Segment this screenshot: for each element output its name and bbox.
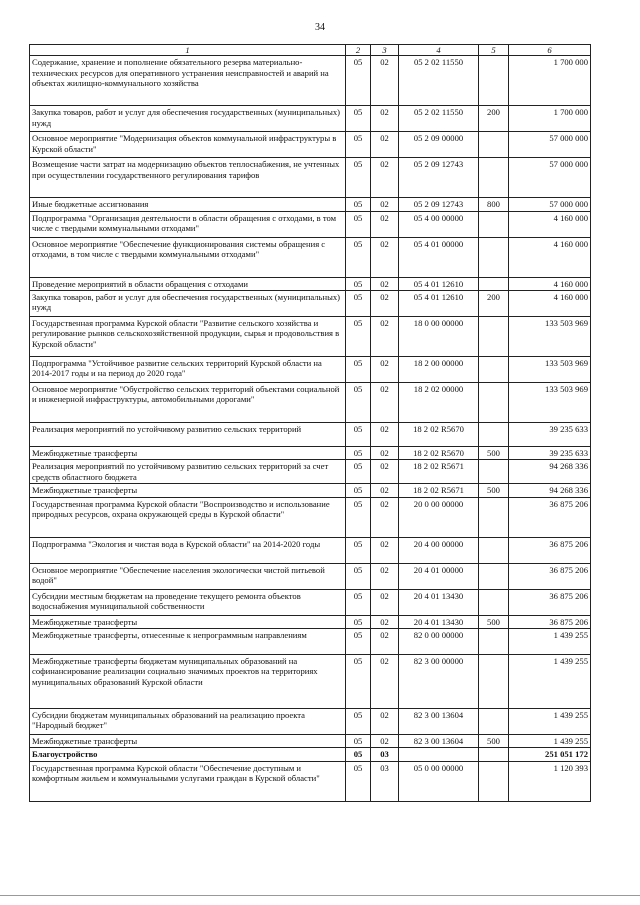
row-target-article: 05 2 09 12743 (399, 158, 479, 198)
row-name: Подпрограмма "Организация деятельности в области обращения с отходами, в том числе с твердыми коммунальными отходами" (30, 211, 346, 237)
table-row (30, 497, 591, 537)
row-name: Государственная программа Курской области "Обеспечение доступным и комфортным жильем и коммунальными услугами граждан в Курской области" (30, 761, 346, 801)
row-expense-type (479, 497, 509, 537)
row-subsection: 02 (371, 132, 399, 158)
table-row (30, 748, 591, 761)
column-header: 3 (371, 45, 399, 56)
row-section: 05 (346, 563, 371, 589)
row-target-article: 20 4 00 00000 (399, 537, 479, 563)
row-section: 05 (346, 277, 371, 290)
column-header: 1 (30, 45, 346, 56)
row-expense-type (479, 132, 509, 158)
row-name: Субсидии местным бюджетам на проведение текущего ремонта объектов водоснабжения муниципальной собственности (30, 589, 346, 615)
row-section: 05 (346, 654, 371, 708)
row-section: 05 (346, 356, 371, 382)
row-target-article: 18 2 02 R5670 (399, 422, 479, 446)
row-expense-type (479, 654, 509, 708)
row-subsection: 02 (371, 382, 399, 422)
row-amount: 4 160 000 (509, 237, 591, 277)
table-row (30, 106, 591, 132)
row-expense-type (479, 211, 509, 237)
row-expense-type (479, 56, 509, 106)
row-name: Закупка товаров, работ и услуг для обеспечения государственных (муниципальных) нужд (30, 106, 346, 132)
table-header-row (30, 45, 591, 56)
row-subsection: 02 (371, 290, 399, 316)
row-subsection: 02 (371, 460, 399, 484)
table-row (30, 654, 591, 708)
row-section: 05 (346, 761, 371, 801)
row-expense-type (479, 277, 509, 290)
budget-table (29, 44, 591, 802)
row-name: Межбюджетные трансферты, отнесенные к непрограммным направлениям (30, 628, 346, 654)
column-header: 5 (479, 45, 509, 56)
row-target-article: 18 2 02 R5671 (399, 460, 479, 484)
row-section: 05 (346, 537, 371, 563)
row-expense-type: 500 (479, 734, 509, 747)
row-expense-type: 500 (479, 615, 509, 628)
row-target-article: 82 3 00 00000 (399, 654, 479, 708)
row-amount: 4 160 000 (509, 277, 591, 290)
row-amount: 57 000 000 (509, 198, 591, 211)
row-target-article: 82 3 00 13604 (399, 708, 479, 734)
row-section: 05 (346, 211, 371, 237)
row-name: Подпрограмма "Экология и чистая вода в Курской области" на 2014-2020 годы (30, 537, 346, 563)
row-target-article: 20 0 00 00000 (399, 497, 479, 537)
column-header: 6 (509, 45, 591, 56)
row-section: 05 (346, 56, 371, 106)
row-subsection: 02 (371, 734, 399, 747)
row-subsection: 02 (371, 106, 399, 132)
table-row (30, 290, 591, 316)
row-expense-type: 500 (479, 484, 509, 497)
row-target-article: 18 2 00 00000 (399, 356, 479, 382)
row-name: Закупка товаров, работ и услуг для обеспечения государственных (муниципальных) нужд (30, 290, 346, 316)
row-section: 05 (346, 748, 371, 761)
row-expense-type (479, 589, 509, 615)
row-expense-type (479, 237, 509, 277)
row-subsection: 02 (371, 563, 399, 589)
row-section: 05 (346, 422, 371, 446)
row-subsection: 02 (371, 654, 399, 708)
row-amount: 39 235 633 (509, 422, 591, 446)
row-target-article: 05 0 00 00000 (399, 761, 479, 801)
row-subsection: 02 (371, 158, 399, 198)
row-target-article: 05 4 00 00000 (399, 211, 479, 237)
row-amount: 251 051 172 (509, 748, 591, 761)
row-amount: 1 439 255 (509, 708, 591, 734)
row-amount: 57 000 000 (509, 132, 591, 158)
row-target-article: 82 3 00 13604 (399, 734, 479, 747)
table-row (30, 237, 591, 277)
row-amount: 133 503 969 (509, 382, 591, 422)
row-name: Содержание, хранение и пополнение обязательного резерва материально-технических ресурсов для оперативного устранения неисправностей и аварий на объектах жилищно-коммунального хозяйства (30, 56, 346, 106)
row-amount: 36 875 206 (509, 563, 591, 589)
row-expense-type (479, 708, 509, 734)
row-section: 05 (346, 484, 371, 497)
row-subsection: 02 (371, 277, 399, 290)
row-name: Межбюджетные трансферты (30, 484, 346, 497)
table-row (30, 211, 591, 237)
row-expense-type: 800 (479, 198, 509, 211)
row-subsection: 02 (371, 446, 399, 459)
row-section: 05 (346, 316, 371, 356)
row-amount: 57 000 000 (509, 158, 591, 198)
row-subsection: 02 (371, 211, 399, 237)
row-name: Межбюджетные трансферты (30, 446, 346, 459)
row-expense-type (479, 422, 509, 446)
row-expense-type (479, 761, 509, 801)
row-subsection: 02 (371, 615, 399, 628)
row-amount: 94 268 336 (509, 484, 591, 497)
row-name: Государственная программа Курской области "Воспроизводство и использование природных ресурсов, охрана окружающей среды в Курской области" (30, 497, 346, 537)
row-amount: 1 439 255 (509, 734, 591, 747)
row-name: Благоустройство (30, 748, 346, 761)
row-section: 05 (346, 132, 371, 158)
row-amount: 1 439 255 (509, 654, 591, 708)
row-amount: 4 160 000 (509, 211, 591, 237)
row-target-article: 05 2 02 11550 (399, 106, 479, 132)
row-section: 05 (346, 589, 371, 615)
table-row (30, 316, 591, 356)
table-row (30, 460, 591, 484)
table-row (30, 132, 591, 158)
row-target-article: 05 4 01 00000 (399, 237, 479, 277)
row-target-article: 18 2 02 00000 (399, 382, 479, 422)
row-expense-type (479, 628, 509, 654)
row-section: 05 (346, 497, 371, 537)
row-target-article: 05 4 01 12610 (399, 277, 479, 290)
row-expense-type (479, 460, 509, 484)
row-section: 05 (346, 158, 371, 198)
row-subsection: 02 (371, 484, 399, 497)
row-name: Основное мероприятие "Обеспечение населения экологически чистой питьевой водой" (30, 563, 346, 589)
row-subsection: 02 (371, 422, 399, 446)
row-amount: 36 875 206 (509, 615, 591, 628)
column-header: 2 (346, 45, 371, 56)
table-row (30, 356, 591, 382)
row-target-article (399, 748, 479, 761)
table-row (30, 277, 591, 290)
row-subsection: 02 (371, 356, 399, 382)
row-amount: 4 160 000 (509, 290, 591, 316)
row-expense-type (479, 316, 509, 356)
table-row (30, 484, 591, 497)
table-row (30, 615, 591, 628)
table-row (30, 589, 591, 615)
table-row (30, 382, 591, 422)
row-target-article: 05 2 09 00000 (399, 132, 479, 158)
row-target-article: 18 2 02 R5670 (399, 446, 479, 459)
row-amount: 1 120 393 (509, 761, 591, 801)
row-target-article: 20 4 01 00000 (399, 563, 479, 589)
row-subsection: 02 (371, 497, 399, 537)
row-amount: 36 875 206 (509, 589, 591, 615)
row-expense-type (479, 748, 509, 761)
table-row (30, 628, 591, 654)
row-name: Межбюджетные трансферты (30, 734, 346, 747)
row-section: 05 (346, 446, 371, 459)
table-row (30, 198, 591, 211)
table-row (30, 761, 591, 801)
row-expense-type (479, 537, 509, 563)
row-subsection: 02 (371, 237, 399, 277)
row-name: Субсидии бюджетам муниципальных образований на реализацию проекта "Народный бюджет" (30, 708, 346, 734)
row-subsection: 02 (371, 628, 399, 654)
row-target-article: 18 0 00 00000 (399, 316, 479, 356)
table-row (30, 158, 591, 198)
row-subsection: 02 (371, 198, 399, 211)
row-name: Основное мероприятие "Модернизация объектов коммунальной инфраструктуры в Курской области" (30, 132, 346, 158)
table-row (30, 734, 591, 747)
column-header: 4 (399, 45, 479, 56)
row-target-article: 20 4 01 13430 (399, 589, 479, 615)
row-subsection: 02 (371, 708, 399, 734)
row-subsection: 02 (371, 589, 399, 615)
row-subsection: 03 (371, 761, 399, 801)
row-name: Основное мероприятие "Обеспечение функционирования системы обращения с отходами, в том числе с твердыми коммунальными отходами" (30, 237, 346, 277)
footer-divider (0, 895, 640, 896)
row-amount: 133 503 969 (509, 316, 591, 356)
row-target-article: 20 4 01 13430 (399, 615, 479, 628)
row-name: Возмещение части затрат на модернизацию объектов теплоснабжения, не учтенных при осуществлении государственного регулирования тарифов (30, 158, 346, 198)
row-section: 05 (346, 106, 371, 132)
row-section: 05 (346, 237, 371, 277)
row-section: 05 (346, 382, 371, 422)
row-name: Межбюджетные трансферты (30, 615, 346, 628)
row-amount: 39 235 633 (509, 446, 591, 459)
row-expense-type: 200 (479, 106, 509, 132)
row-subsection: 02 (371, 316, 399, 356)
page-number: 34 (315, 22, 325, 33)
table-row (30, 446, 591, 459)
table-row (30, 708, 591, 734)
row-name: Государственная программа Курской области "Развитие сельского хозяйства и регулирование рынков сельскохозяйственной продукции, сырья и продовольствия в Курской области" (30, 316, 346, 356)
row-amount: 36 875 206 (509, 537, 591, 563)
row-amount: 94 268 336 (509, 460, 591, 484)
row-section: 05 (346, 198, 371, 211)
row-name: Основное мероприятие "Обустройство сельских территорий объектами социальной и инженерной инфраструктуры, автомобильными дорогами" (30, 382, 346, 422)
row-target-article: 05 4 01 12610 (399, 290, 479, 316)
table-row (30, 422, 591, 446)
row-target-article: 18 2 02 R5671 (399, 484, 479, 497)
row-subsection: 02 (371, 56, 399, 106)
row-section: 05 (346, 290, 371, 316)
row-expense-type (479, 356, 509, 382)
row-target-article: 05 2 02 11550 (399, 56, 479, 106)
row-target-article: 82 0 00 00000 (399, 628, 479, 654)
row-name: Межбюджетные трансферты бюджетам муниципальных образований на софинансирование реализации социально значимых проектов на территориях муниципальных образований Курской области (30, 654, 346, 708)
row-section: 05 (346, 628, 371, 654)
row-name: Реализация мероприятий по устойчивому развитию сельских территорий за счет средств областного бюджета (30, 460, 346, 484)
table-row (30, 563, 591, 589)
table-row (30, 537, 591, 563)
table-row (30, 56, 591, 106)
row-section: 05 (346, 734, 371, 747)
row-expense-type (479, 382, 509, 422)
row-expense-type (479, 158, 509, 198)
row-amount: 1 700 000 (509, 106, 591, 132)
row-name: Реализация мероприятий по устойчивому развитию сельских территорий (30, 422, 346, 446)
row-expense-type: 200 (479, 290, 509, 316)
row-subsection: 02 (371, 537, 399, 563)
row-section: 05 (346, 615, 371, 628)
row-expense-type (479, 563, 509, 589)
row-expense-type: 500 (479, 446, 509, 459)
row-amount: 36 875 206 (509, 497, 591, 537)
row-section: 05 (346, 708, 371, 734)
row-section: 05 (346, 460, 371, 484)
row-name: Проведение мероприятий в области обращения с отходами (30, 277, 346, 290)
row-target-article: 05 2 09 12743 (399, 198, 479, 211)
row-amount: 133 503 969 (509, 356, 591, 382)
row-name: Иные бюджетные ассигнования (30, 198, 346, 211)
row-amount: 1 700 000 (509, 56, 591, 106)
row-amount: 1 439 255 (509, 628, 591, 654)
row-subsection: 03 (371, 748, 399, 761)
row-name: Подпрограмма "Устойчивое развитие сельских территорий Курской области на 2014-2017 годы и на период до 2020 года" (30, 356, 346, 382)
